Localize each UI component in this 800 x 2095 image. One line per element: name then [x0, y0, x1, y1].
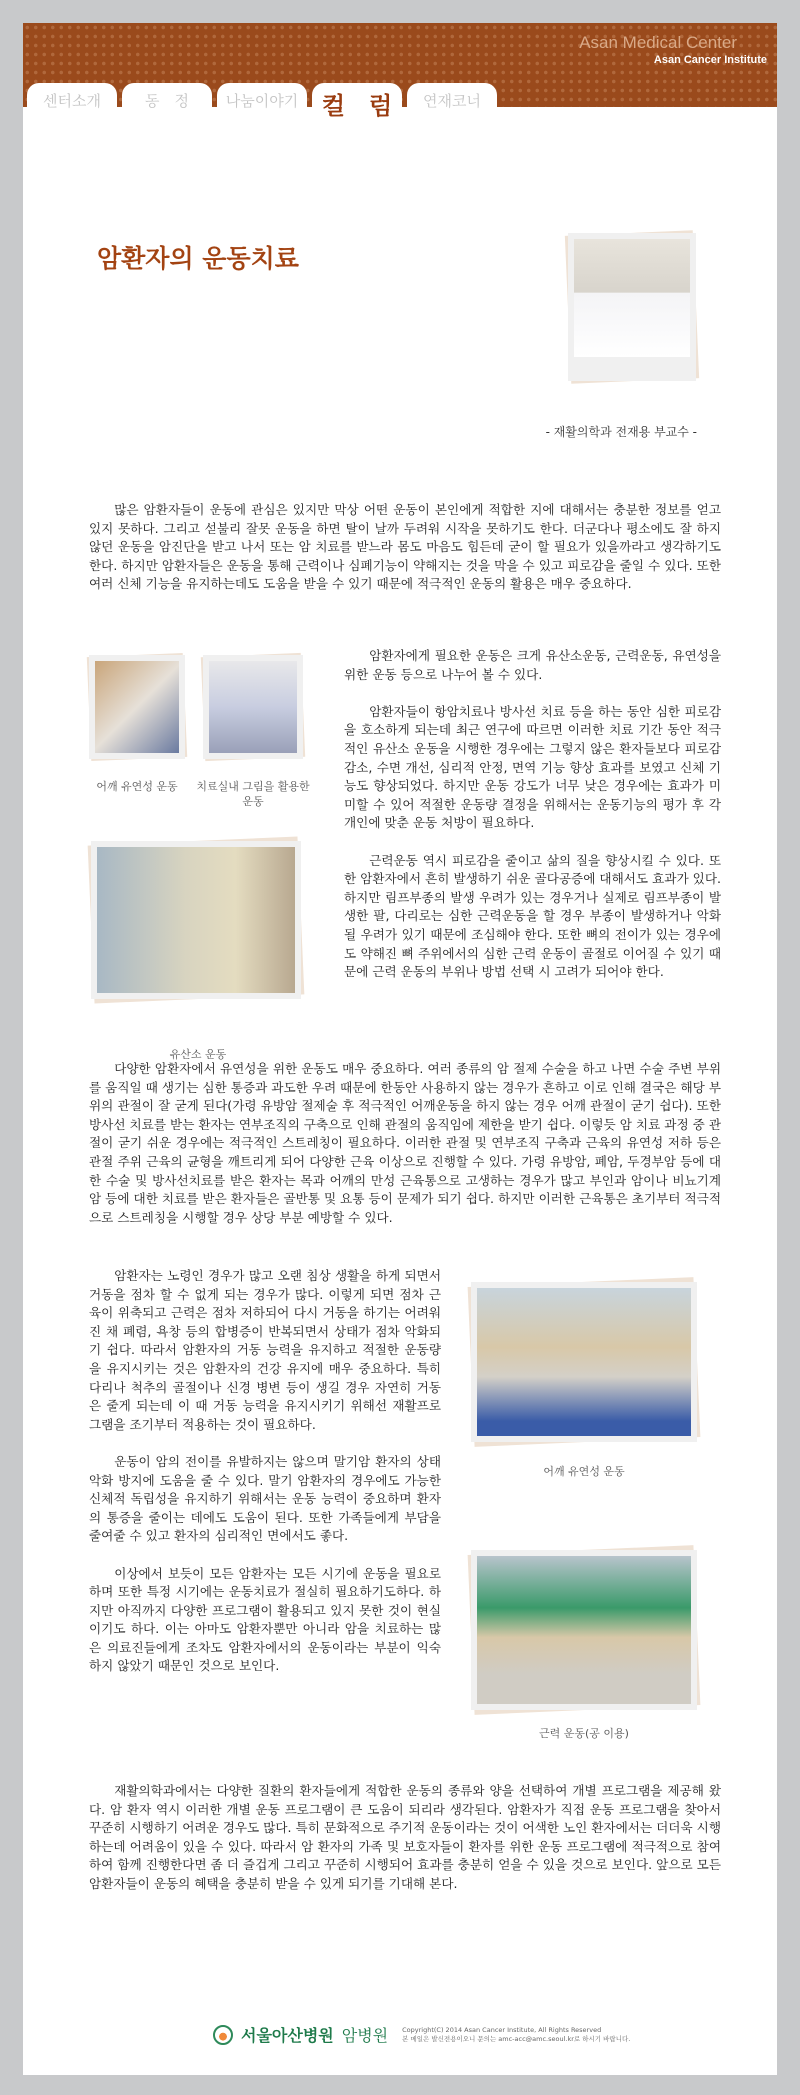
caption-photo2: 치료실내 그림을 활용한 운동: [196, 780, 310, 808]
tab-column[interactable]: 컬 럼: [312, 83, 402, 123]
contact-notice: 본 메일은 발신전용이오니 문의는 amc-acc@amc.seoul.kr로 하시기 바랍니다.: [402, 2034, 631, 2043]
paragraph: 이상에서 보듯이 모든 암환자는 모든 시기에 운동을 필요로 하며 또한 특정 시기에는 운동치료가 절실히 필요하기도하다. 하지만 아직까지 다양한 프로그램이 활용되고 있지 못한 것이 현실이기도 하다. 이는 아마도 암환자뿐만 아니라 암을 치료하는 많은 의료진들에게 조차도 암환자에서의 운동이라는 부분이 익숙하지 않았기 때문인 것으로 보인다.: [89, 1565, 441, 1674]
right-column-text: [344, 647, 721, 1000]
footer: [213, 2023, 630, 2046]
brand-name: Asan Medical Center: [579, 33, 737, 52]
tab-center-intro[interactable]: 센터소개: [27, 83, 117, 115]
paragraph: 운동이 암의 전이를 유발하지는 않으며 말기암 환자의 상태 악화 방지에 도움을 줄 수 있다. 말기 암환자의 경우에도 가능한 신체적 독립성을 유지하기 위해서는 운동 능력이 중요하며 환자의 통증을 줄이는 데에도 도움이 된다. 또한 가족들에게 부담을 줄여줄 수 있고 환자의 심리적인 면에서도 좋다.: [89, 1453, 441, 1544]
caption-photo3: 유산소 운동: [169, 1048, 227, 1061]
tab-series-corner[interactable]: 연재코너: [407, 83, 497, 115]
tab-sharing-stories[interactable]: 나눔이야기: [217, 83, 307, 115]
copyright: Copyright(C) 2014 Asan Cancer Institute, All Rights Reserved: [402, 2025, 602, 2034]
photo-group-shoulder-exercise: [471, 1282, 697, 1442]
tab-news[interactable]: 동 정: [122, 83, 212, 115]
hospital-sub-name: 암병원: [341, 2026, 389, 2045]
paragraph: 암환자에게 필요한 운동은 크게 유산소운동, 근력운동, 유연성을 위한 운동 등으로 나누어 볼 수 있다.: [344, 648, 721, 682]
caption-photo4: 어깨 유연성 운동: [543, 1465, 625, 1478]
paragraph: 근력운동 역시 피로감을 줄이고 삶의 질을 향상시킬 수 있다. 또한 암환자에서 흔히 발생하기 쉬운 골다공증에 대해서도 효과가 있다. 하지만 림프부종의 발생 우려가 있는 경우거나 실제로 림프부종이 발생한 팔, 다리로는 심한 근력운동을 할 경우 부종이 발생하거나 악화될 우려가 있기 때문에 조심해야 한다. 또한 뼈의 전이가 있는 경우에도 약해진 뼈 주위에서의 심한 근력 운동이 골절로 이어질 수 있기 때문에 근력 운동의 부위나 방법 선택 시 고려가 되어야 한다.: [344, 852, 721, 980]
left-column-text: [89, 1267, 441, 1695]
conclusion-paragraph: 재활의학과에서는 다양한 질환의 환자들에게 적합한 운동의 종류와 양을 선택하여 개별 프로그램을 제공해 왔다. 암 환자 역시 이러한 개별 운동 프로그램이 큰 도움이 되리라 생각된다. 암환자가 직접 운동 프로그램을 찾아서 꾸준히 시행하기 어려운 경우도 많다. 특히 문화적으로 주기적 운동이라는 것이 어색한 노인 환자에서는 더더욱 시행하는데 어려움이 있을 수 있다. 따라서 암 환자의 가족 및 보호자들이 환자를 위한 운동 프로그램에 적극적으로 참여하여 함께 진행한다면 좀 더 즐겁게 그리고 꾸준히 시행되어 효과를 충분히 얻을 수 있을 것으로 보인다. 앞으로 모든 암환자들이 운동의 혜택을 충분히 받을 수 있게 되기를 기대해 본다.: [89, 1783, 721, 1891]
caption-photo5: 근력 운동(공 이용): [539, 1727, 629, 1740]
photo-shoulder-flexibility: [89, 655, 185, 759]
sub-brand-name: Asan Cancer Institute: [653, 54, 767, 66]
photo-ball-strength-exercise: [471, 1550, 697, 1710]
photo-wall-chart-exercise: [203, 655, 303, 759]
caption-photo1: 어깨 유연성 운동: [96, 780, 178, 793]
hospital-name: 서울아산병원: [241, 2026, 334, 2045]
intro-paragraph: 많은 암환자들이 운동에 관심은 있지만 막상 어떤 운동이 본인에게 적합한 지에 대해서는 충분한 정보를 얻고 있지 못하다. 그리고 섣불리 잘못 운동을 하면 탈이 날까 두려워 시작을 못하기도 한다. 더군다나 평소에도 잘 하지 않던 운동을 암진단을 받고 나서 또는 암 치료를 받느라 몸도 마음도 힘든데 굳이 할 필요가 있을까라고 생각하기도 한다. 하지만 암환자들은 운동을 통해 근력이나 심폐기능이 약해지는 것을 막을 수 있고 피로감을 줄일 수 있다. 또한 여러 신체 기능을 유지하는데도 도움을 받을 수 있기 때문에 적극적인 운동의 활용은 매우 중요하다.: [89, 502, 721, 592]
hospital-logo-icon: [213, 2025, 233, 2045]
flexibility-paragraph: 다양한 암환자에서 유연성을 위한 운동도 매우 중요하다. 여러 종류의 암 절제 수술을 하고 나면 수술 주변 부위를 움직일 때 생기는 심한 통증과 과도한 우려 때문에 한동안 사용하지 않는 경우가 흔하고 이로 인해 결국은 해당 부위의 관절이 잘 굳게 된다(가령 유방암 절제술 후 적극적인 어깨운동을 하지 않는 경우 어깨 관절이 굳기 쉽다). 또한 방사선 치료를 받는 환자는 연부조직의 구축으로 인해 관절의 움직임에 제한을 받기 쉽다. 이렇듯 암 치료 과정 중 관절이 굳기 쉬운 경우에는 적극적인 스트레칭이 필요하다. 이러한 관절 및 연부조직 구축과 근육의 유연성 저하 등은 관절 주위 근육의 균형을 깨트리게 되어 다양한 근육 이상으로 진행할 수 있다. 가령 유방암, 폐암, 두경부암 등에 대한 수술 및 방사선치료를 받은 환자는 목과 어깨의 만성 근육통으로 고생하는 경우가 많고 부인과 암이나 비뇨기계 암 등에 대한 치료를 받은 환자들은 골반통 및 요통 등이 문제가 되기 쉽다. 하지만 이러한 근육통은 초기부터 적극적으로 스트레칭을 시행할 경우 상당 부분 예방할 수 있다.: [89, 1061, 721, 1225]
photo-aerobic-exercise: [91, 841, 301, 999]
newsletter-panel: [23, 23, 777, 2075]
paragraph: 암환자는 노령인 경우가 많고 오랜 침상 생활을 하게 되면서 거동을 점차 할 수 없게 되는 경우가 많다. 이렇게 되면 점차 근육이 위축되고 근력은 점차 저하되어 다시 거동을 하기는 어려워진 채 폐렴, 욕창 등의 합병증이 반복되면서 상태가 점차 악화되기 쉽다. 따라서 암환자의 거동 능력을 유지하고 적절한 운동량을 유지시키는 것은 암환자의 건강 유지에 매우 중요하다. 특히 다리나 척추의 골절이나 신경 병변 등이 생길 경우 자연히 거동은 줄게 되는데 이 때 거동 능력을 유지시키기 위해선 재활프로그램을 조기부터 적용하는 것이 필요하다.: [89, 1268, 441, 1432]
paragraph: 암환자들이 항암치료나 방사선 치료 등을 하는 동안 심한 피로감을 호소하게 되는데 최근 연구에 따르면 이러한 치료 기간 동안 적극적인 유산소 운동을 시행한 경우에는 그렇지 않은 환자들보다 피로감 감소, 수면 개선, 심리적 안정, 면역 기능 향상 효과를 보였고 신체 기능도 향상되었다. 하지만 운동 강도가 너무 낮은 경우에는 효과가 미미할 수 있어 적절한 운동량 결정을 위해서는 운동기능의 평가 후 각 개인에 맞춘 운동 처방이 필요하다.: [344, 703, 721, 831]
author-photo: [568, 233, 696, 381]
author-byline: - 재활의학과 전재용 부교수 -: [545, 425, 697, 439]
article-title: 암환자의 운동치료: [97, 244, 299, 273]
